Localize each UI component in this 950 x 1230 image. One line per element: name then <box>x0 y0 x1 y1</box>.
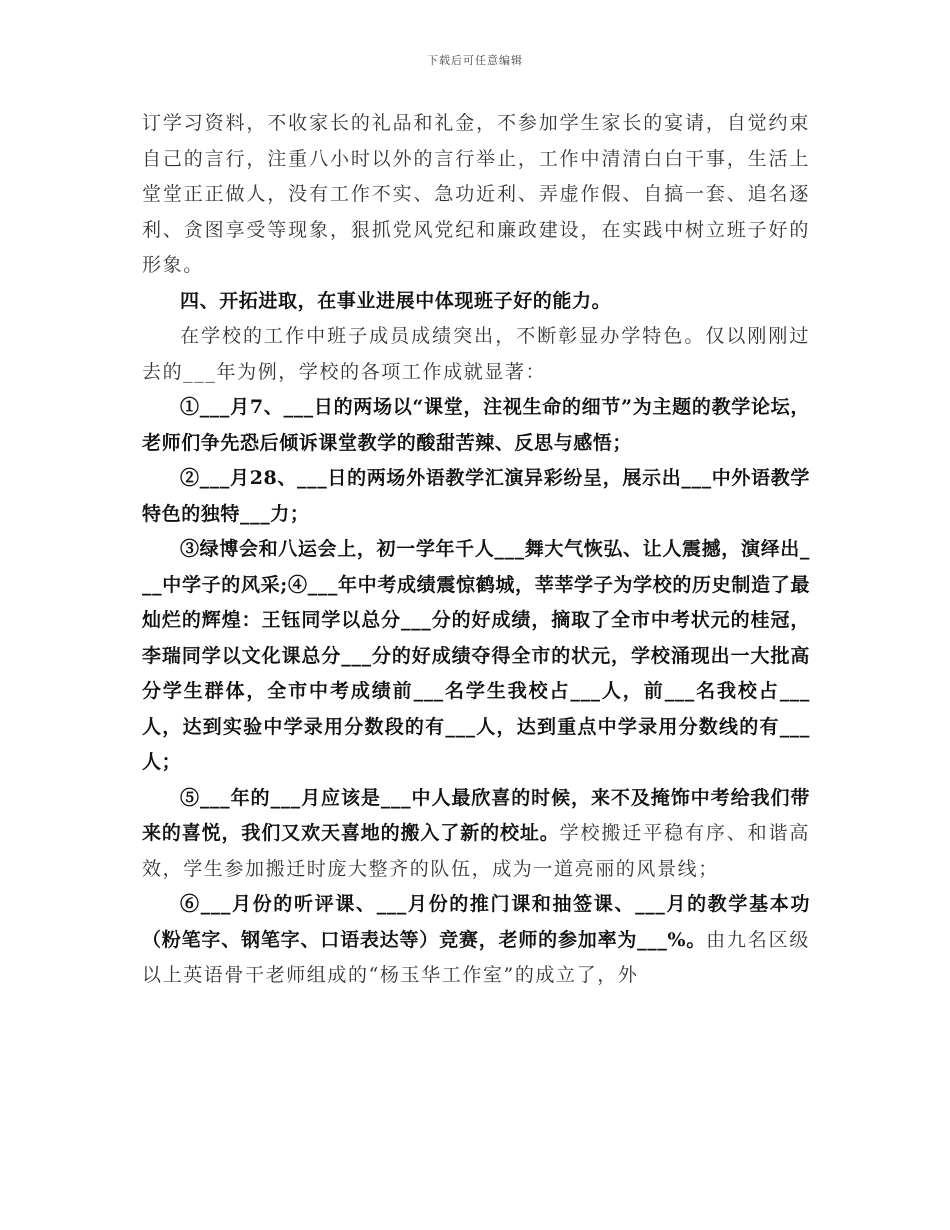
list-item-2: ②___月28、___日的两场外语教学汇演异彩纷呈，展示出___中外语教学特色的独特___力； <box>142 467 810 525</box>
list-item-5-normal: 学校搬迁平稳有序、和谐高效，学生参加搬迁时庞大整齐的队伍，成为一道亮丽的风景线； <box>142 822 810 880</box>
document-body <box>142 106 810 994</box>
paragraph-continuation: 订学习资料，不收家长的礼品和礼金，不参加学生家长的宴请，自觉约束自己的言行，注重八小时以外的言行举止，工作中清清白白干事，生活上堂堂正正做人，没有工作不实、急功近利、弄虚作假、自搞一套、追名逐利、贪图享受等现象，狠抓党风党纪和廉政建设，在实践中树立班子好的形象。 <box>142 112 810 276</box>
list-item-5 <box>142 781 810 888</box>
page-header: 下载后可任意编辑 <box>427 54 523 67</box>
list-item-1: ①___月7、___日的两场以“课堂，注视生命的细节”为主题的教学论坛，老师们争先恐后倾诉课堂教学的酸甜苦辣、反思与感悟； <box>142 396 810 454</box>
paragraph-intro: 在学校的工作中班子成员成绩突出，不断彰显办学特色。仅以刚刚过去的___年为例，学校的各项工作成就显著： <box>142 325 810 383</box>
list-item-6-normal: 由九名区级以上英语骨干老师组成的“杨玉华工作室”的成立了，外 <box>142 928 810 986</box>
section-heading-four: 四、开拓进取，在事业进展中体现班子好的能力。 <box>180 289 612 312</box>
list-item-3-4: ③绿博会和八运会上，初一学年千人___舞大气恢弘、让人震撼，演绎出___中学子的风采;④___年中考成绩震惊鹤城，莘莘学子为学校的历史制造了最灿烂的辉煌：王钰同学以总分___分的好成绩，摘取了全市中考状元的桂冠，李瑞同学以文化课总分___分的好成绩夺得全市的状元，学校涌现出一大批高分学生群体，全市中考成绩前___名学生我校占___人，前___名我校占___人，达到实验中学录用分数段的有___人，达到重点中学录用分数线的有___人； <box>142 538 810 773</box>
list-item-5-bold: ⑤___年的___月应该是___中人最欣喜的时候，来不及掩饰中考给我们带来的喜悦，我们又欢天喜地的搬入了新的校址。 <box>142 786 810 844</box>
list-item-6-bold: ⑥___月份的听评课、___月份的推门课和抽签课、___月的教学基本功（粉笔字、钢笔字、口语表达等）竞赛，老师的参加率为___%。 <box>142 893 810 951</box>
list-item-6 <box>142 887 810 994</box>
